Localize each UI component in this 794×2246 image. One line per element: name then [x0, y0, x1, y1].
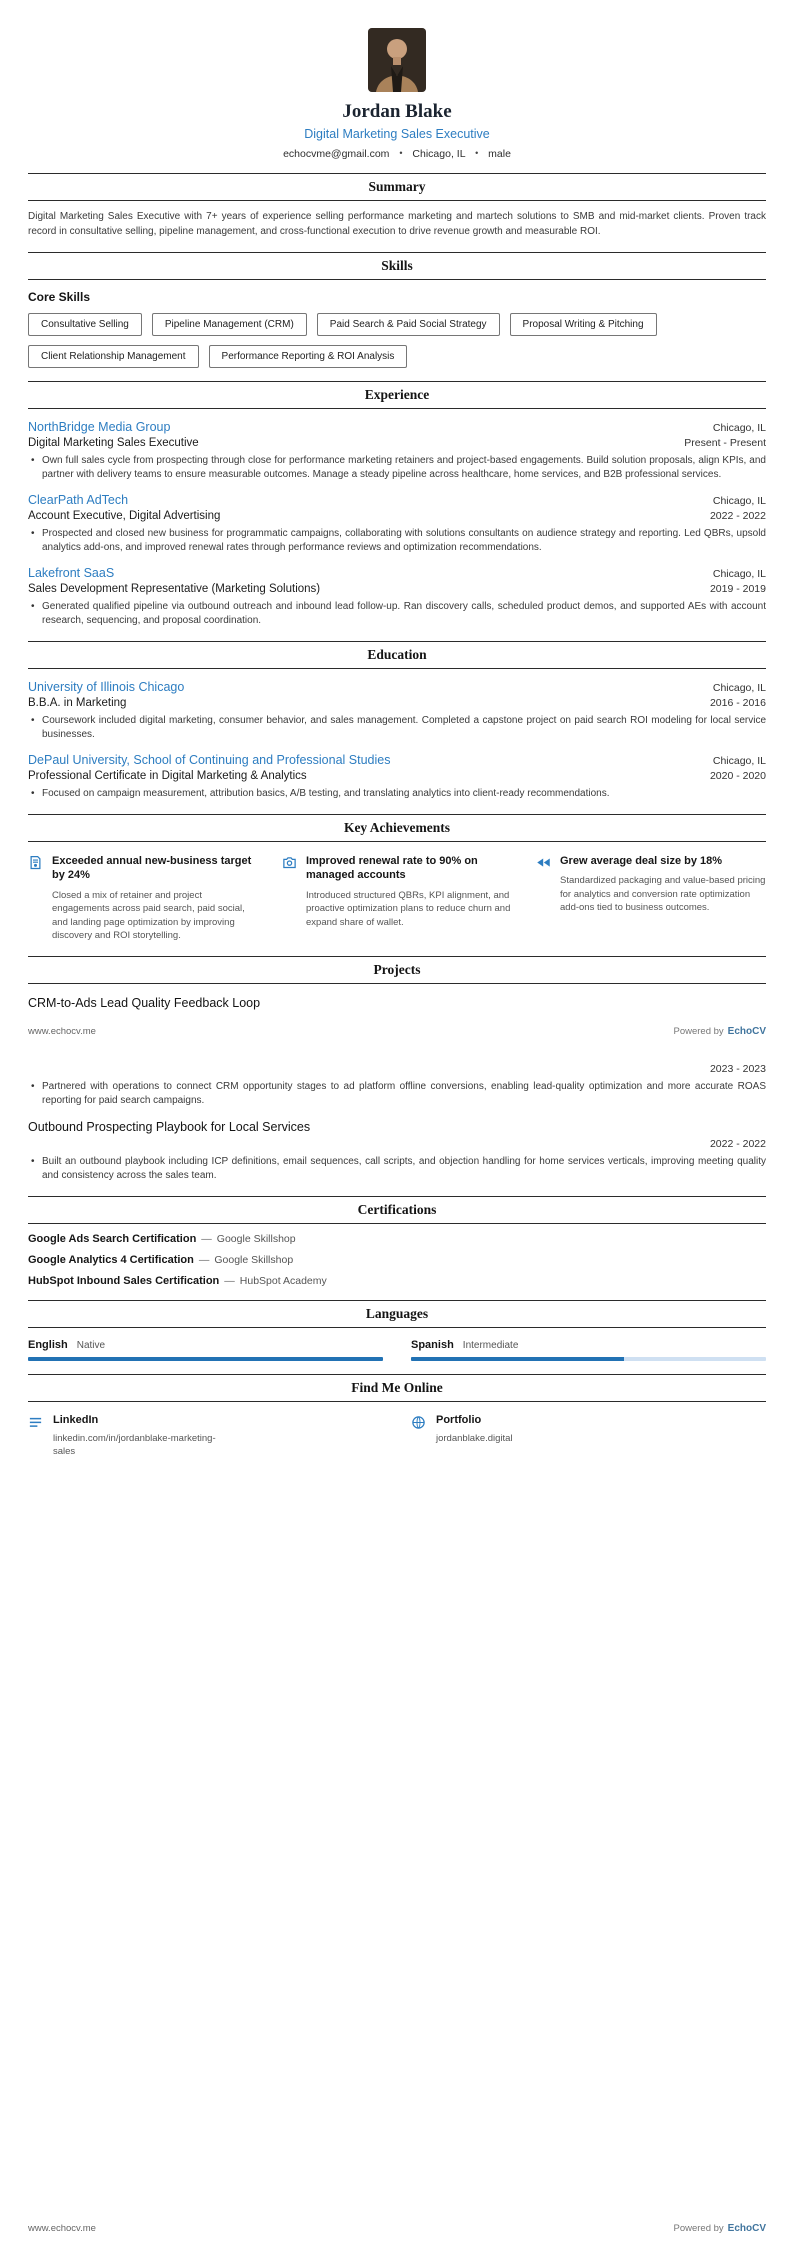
echocv-brand-link[interactable]: EchoCV: [727, 1025, 766, 1037]
powered-by-label: Powered by: [673, 1025, 724, 1037]
achievements-heading-label: Key Achievements: [343, 820, 451, 835]
bullet-item: • Generated qualified pipeline via outbound outreach and inbound lead follow-up. Ran discovery calls, scheduled product demos, and supported AEs with account research, sequencing, and proposal coordination.: [28, 600, 766, 628]
achievement-title: Improved renewal rate to 90% on managed accounts: [306, 855, 478, 882]
find-me-online-heading: [28, 1374, 766, 1402]
school-name: University of Illinois Chicago: [28, 680, 185, 694]
certification-name: HubSpot Inbound Sales Certification: [28, 1274, 220, 1287]
language-name: English: [28, 1338, 68, 1351]
online-profile-label: LinkedIn: [53, 1413, 99, 1426]
experience-entry: [28, 566, 766, 628]
certification-separator: —: [198, 1253, 210, 1266]
school-location: Chicago, IL: [712, 682, 766, 694]
page-bottom-whitespace: [0, 1459, 794, 2223]
job-role: Account Executive, Digital Advertising: [28, 510, 221, 522]
skill-chip: Consultative Selling: [28, 313, 142, 336]
profile-photo: [368, 28, 426, 92]
section-achievements: [28, 814, 766, 943]
globe-icon: [411, 1415, 426, 1460]
language-item: [28, 1339, 383, 1361]
education-entry: [28, 680, 766, 742]
certification-row: [28, 1233, 766, 1245]
powered-by: [673, 1026, 766, 1037]
school-name: DePaul University, School of Continuing and Professional Studies: [28, 753, 391, 767]
achievement-title: Grew average deal size by 18%: [560, 855, 723, 867]
language-name: Spanish: [411, 1338, 454, 1351]
section-projects: [28, 956, 766, 1183]
portrait-placeholder: [368, 28, 426, 92]
bullet-item: • Prospected and closed new business for programmatic campaigns, collaborating with solutions consultants on audience strategy and reporting. Led QBRs, upsold analytics add-ons, and improved renewal rates through performance reviews and optimization recommendations.: [28, 527, 766, 555]
section-languages: [28, 1300, 766, 1361]
projects-heading: [28, 956, 766, 984]
section-find-me-online: [28, 1374, 766, 1460]
summary-text: Digital Marketing Sales Executive with 7+ years of experience selling performance marketing and martech solutions to SMB and mid-market clients. Proven track record in consultative selling, pipeline management, and cross-functional execution to drive revenue growth and measurable ROI.: [28, 211, 766, 237]
languages-heading-label: Languages: [365, 1305, 429, 1321]
skills-group-label: Core Skills: [28, 290, 91, 304]
skills-heading: [28, 252, 766, 280]
certification-issuer: Google Skillshop: [214, 1253, 294, 1266]
powered-by-label: Powered by: [673, 2223, 724, 2234]
certifications-heading: [28, 1196, 766, 1224]
contact-separator: •: [475, 148, 479, 158]
camera-icon: [282, 855, 297, 943]
certifications-heading-label: Certifications: [357, 1201, 437, 1217]
company-name: ClearPath AdTech: [28, 493, 129, 507]
skill-chip: Proposal Writing & Pitching: [510, 313, 657, 336]
summary-heading-label: Summary: [368, 179, 426, 194]
education-entry: [28, 753, 766, 801]
language-item: [411, 1339, 766, 1361]
experience-heading: [28, 381, 766, 409]
degree: B.B.A. in Marketing: [28, 697, 127, 709]
degree: Professional Certificate in Digital Marketing & Analytics: [28, 770, 307, 782]
online-profile-linkedin[interactable]: [28, 1414, 383, 1460]
company-name: NorthBridge Media Group: [28, 420, 171, 434]
skill-chip: Performance Reporting & ROI Analysis: [209, 345, 408, 368]
bullet-item: • Own full sales cycle from prospecting through close for performance marketing retainers and project-based engagements. Build solution proposals, align KPIs, and partner with delivery teams to ensure measurable outcomes. Manage a steady pipeline across healthcare, home services, and B2B professional services.: [28, 454, 766, 482]
linkedin-icon: [28, 1415, 43, 1460]
footer-site-link[interactable]: www.echocv.me: [28, 1025, 96, 1037]
skills-heading-label: Skills: [381, 258, 413, 273]
section-education: [28, 641, 766, 801]
education-heading-label: Education: [367, 647, 427, 662]
language-level: Intermediate: [462, 1339, 519, 1351]
skill-chip: Client Relationship Management: [28, 345, 199, 368]
job-role: Sales Development Representative (Marketing Solutions): [28, 583, 321, 595]
achievement-description: Introduced structured QBRs, KPI alignment, and proactive optimization plans to reduce churn and expand share of wallet.: [306, 889, 511, 928]
contact-line: [28, 148, 766, 160]
languages-heading: [28, 1300, 766, 1328]
bottom-footer: [28, 2223, 766, 2234]
certification-row: [28, 1254, 766, 1266]
certification-issuer: HubSpot Academy: [239, 1274, 327, 1287]
language-proficiency-fill: [28, 1357, 383, 1361]
online-profile-label: Portfolio: [436, 1413, 482, 1426]
bullet-item: • Partnered with operations to connect CRM opportunity stages to ad platform offline conversions, enabling lead-quality optimization and more accurate ROAS reporting for paid search campaigns.: [28, 1080, 766, 1108]
section-certifications: [28, 1196, 766, 1287]
summary-heading: [28, 173, 766, 201]
rewind-icon: [536, 855, 551, 943]
education-heading: [28, 641, 766, 669]
achievement-description: Standardized packaging and value-based pricing for analytics and conversion rate optimization add-ons tied to business outcomes.: [560, 875, 766, 914]
school-location: Chicago, IL: [712, 755, 766, 767]
achievement-title: Exceeded annual new-business target by 24%: [52, 855, 252, 882]
achievement-item: [282, 854, 512, 943]
education-dates: 2016 - 2016: [709, 697, 766, 709]
contact-separator: •: [399, 148, 403, 158]
certification-separator: —: [201, 1232, 212, 1245]
language-proficiency-fill: [411, 1357, 624, 1361]
project-dates: 2023 - 2023: [709, 1062, 766, 1075]
section-skills: [28, 252, 766, 368]
bullet-item: • Focused on campaign measurement, attribution basics, A/B testing, and translating analytics into client-ready recommendations.: [28, 787, 766, 801]
bullet-item: • Coursework included digital marketing, consumer behavior, and sales management. Completed a capstone project on paid search ROI modeling for local service businesses.: [28, 714, 766, 742]
achievements-grid: [28, 854, 766, 943]
section-experience: [28, 381, 766, 628]
language-proficiency-bar: [411, 1357, 766, 1361]
project-title: CRM-to-Ads Lead Quality Feedback Loop: [28, 995, 261, 1010]
section-summary: [28, 173, 766, 239]
certificate-icon: [28, 855, 43, 943]
online-profile-portfolio[interactable]: [411, 1414, 766, 1460]
achievement-description: Closed a mix of retainer and project engagements across paid search, paid social, and landing page optimization by improving discovery and ROI storytelling.: [52, 889, 245, 942]
certification-separator: —: [224, 1274, 235, 1287]
skill-chip: Pipeline Management (CRM): [152, 313, 307, 336]
skill-chips: [28, 313, 766, 368]
certification-name: Google Analytics 4 Certification: [28, 1253, 194, 1266]
online-profile-url[interactable]: jordanblake.digital: [436, 1432, 513, 1444]
languages-grid: [28, 1339, 766, 1361]
job-role: Digital Marketing Sales Executive: [28, 437, 199, 449]
company-location: Chicago, IL: [712, 568, 766, 580]
echocv-brand-link[interactable]: EchoCV: [727, 2223, 766, 2234]
online-profile-url[interactable]: linkedin.com/in/jordanblake-marketing-sales: [53, 1432, 216, 1458]
contact-gender: male: [488, 148, 511, 160]
powered-by: [673, 2223, 766, 2234]
find-me-online-heading-label: Find Me Online: [351, 1379, 443, 1395]
job-dates: 2022 - 2022: [709, 510, 766, 522]
job-dates: Present - Present: [684, 437, 766, 449]
page-break-footer: [28, 1026, 766, 1037]
language-proficiency-bar: [28, 1357, 383, 1361]
achievement-item: [536, 854, 766, 943]
projects-heading-label: Projects: [373, 961, 421, 977]
skill-chip: Paid Search & Paid Social Strategy: [317, 313, 500, 336]
candidate-title: Digital Marketing Sales Executive: [304, 127, 490, 141]
header: [28, 0, 766, 160]
experience-heading-label: Experience: [364, 387, 430, 402]
certification-issuer: Google Skillshop: [216, 1232, 296, 1245]
candidate-name: Jordan Blake: [342, 101, 452, 122]
bullet-item: • Built an outbound playbook including ICP definitions, email sequences, call scripts, and objection handling for home services verticals, improving meeting quality and consistency across the sales team.: [28, 1155, 766, 1183]
achievement-item: [28, 854, 258, 943]
project-dates: 2022 - 2022: [709, 1137, 766, 1150]
contact-location: Chicago, IL: [412, 148, 466, 160]
certification-row: [28, 1275, 766, 1287]
company-name: Lakefront SaaS: [28, 566, 115, 580]
footer-site-link[interactable]: www.echocv.me: [28, 2223, 96, 2234]
job-dates: 2019 - 2019: [709, 583, 766, 595]
experience-entry: [28, 420, 766, 482]
company-location: Chicago, IL: [712, 495, 766, 507]
education-dates: 2020 - 2020: [709, 770, 766, 782]
company-location: Chicago, IL: [712, 422, 766, 434]
certification-name: Google Ads Search Certification: [28, 1232, 197, 1245]
bottom-footer-wrap: [0, 2223, 794, 2246]
language-level: Native: [76, 1339, 106, 1351]
achievements-heading: [28, 814, 766, 842]
project-title: Outbound Prospecting Playbook for Local Services: [28, 1119, 311, 1134]
online-grid: [28, 1414, 766, 1460]
experience-entry: [28, 493, 766, 555]
contact-email: echocvme@gmail.com: [283, 148, 390, 160]
